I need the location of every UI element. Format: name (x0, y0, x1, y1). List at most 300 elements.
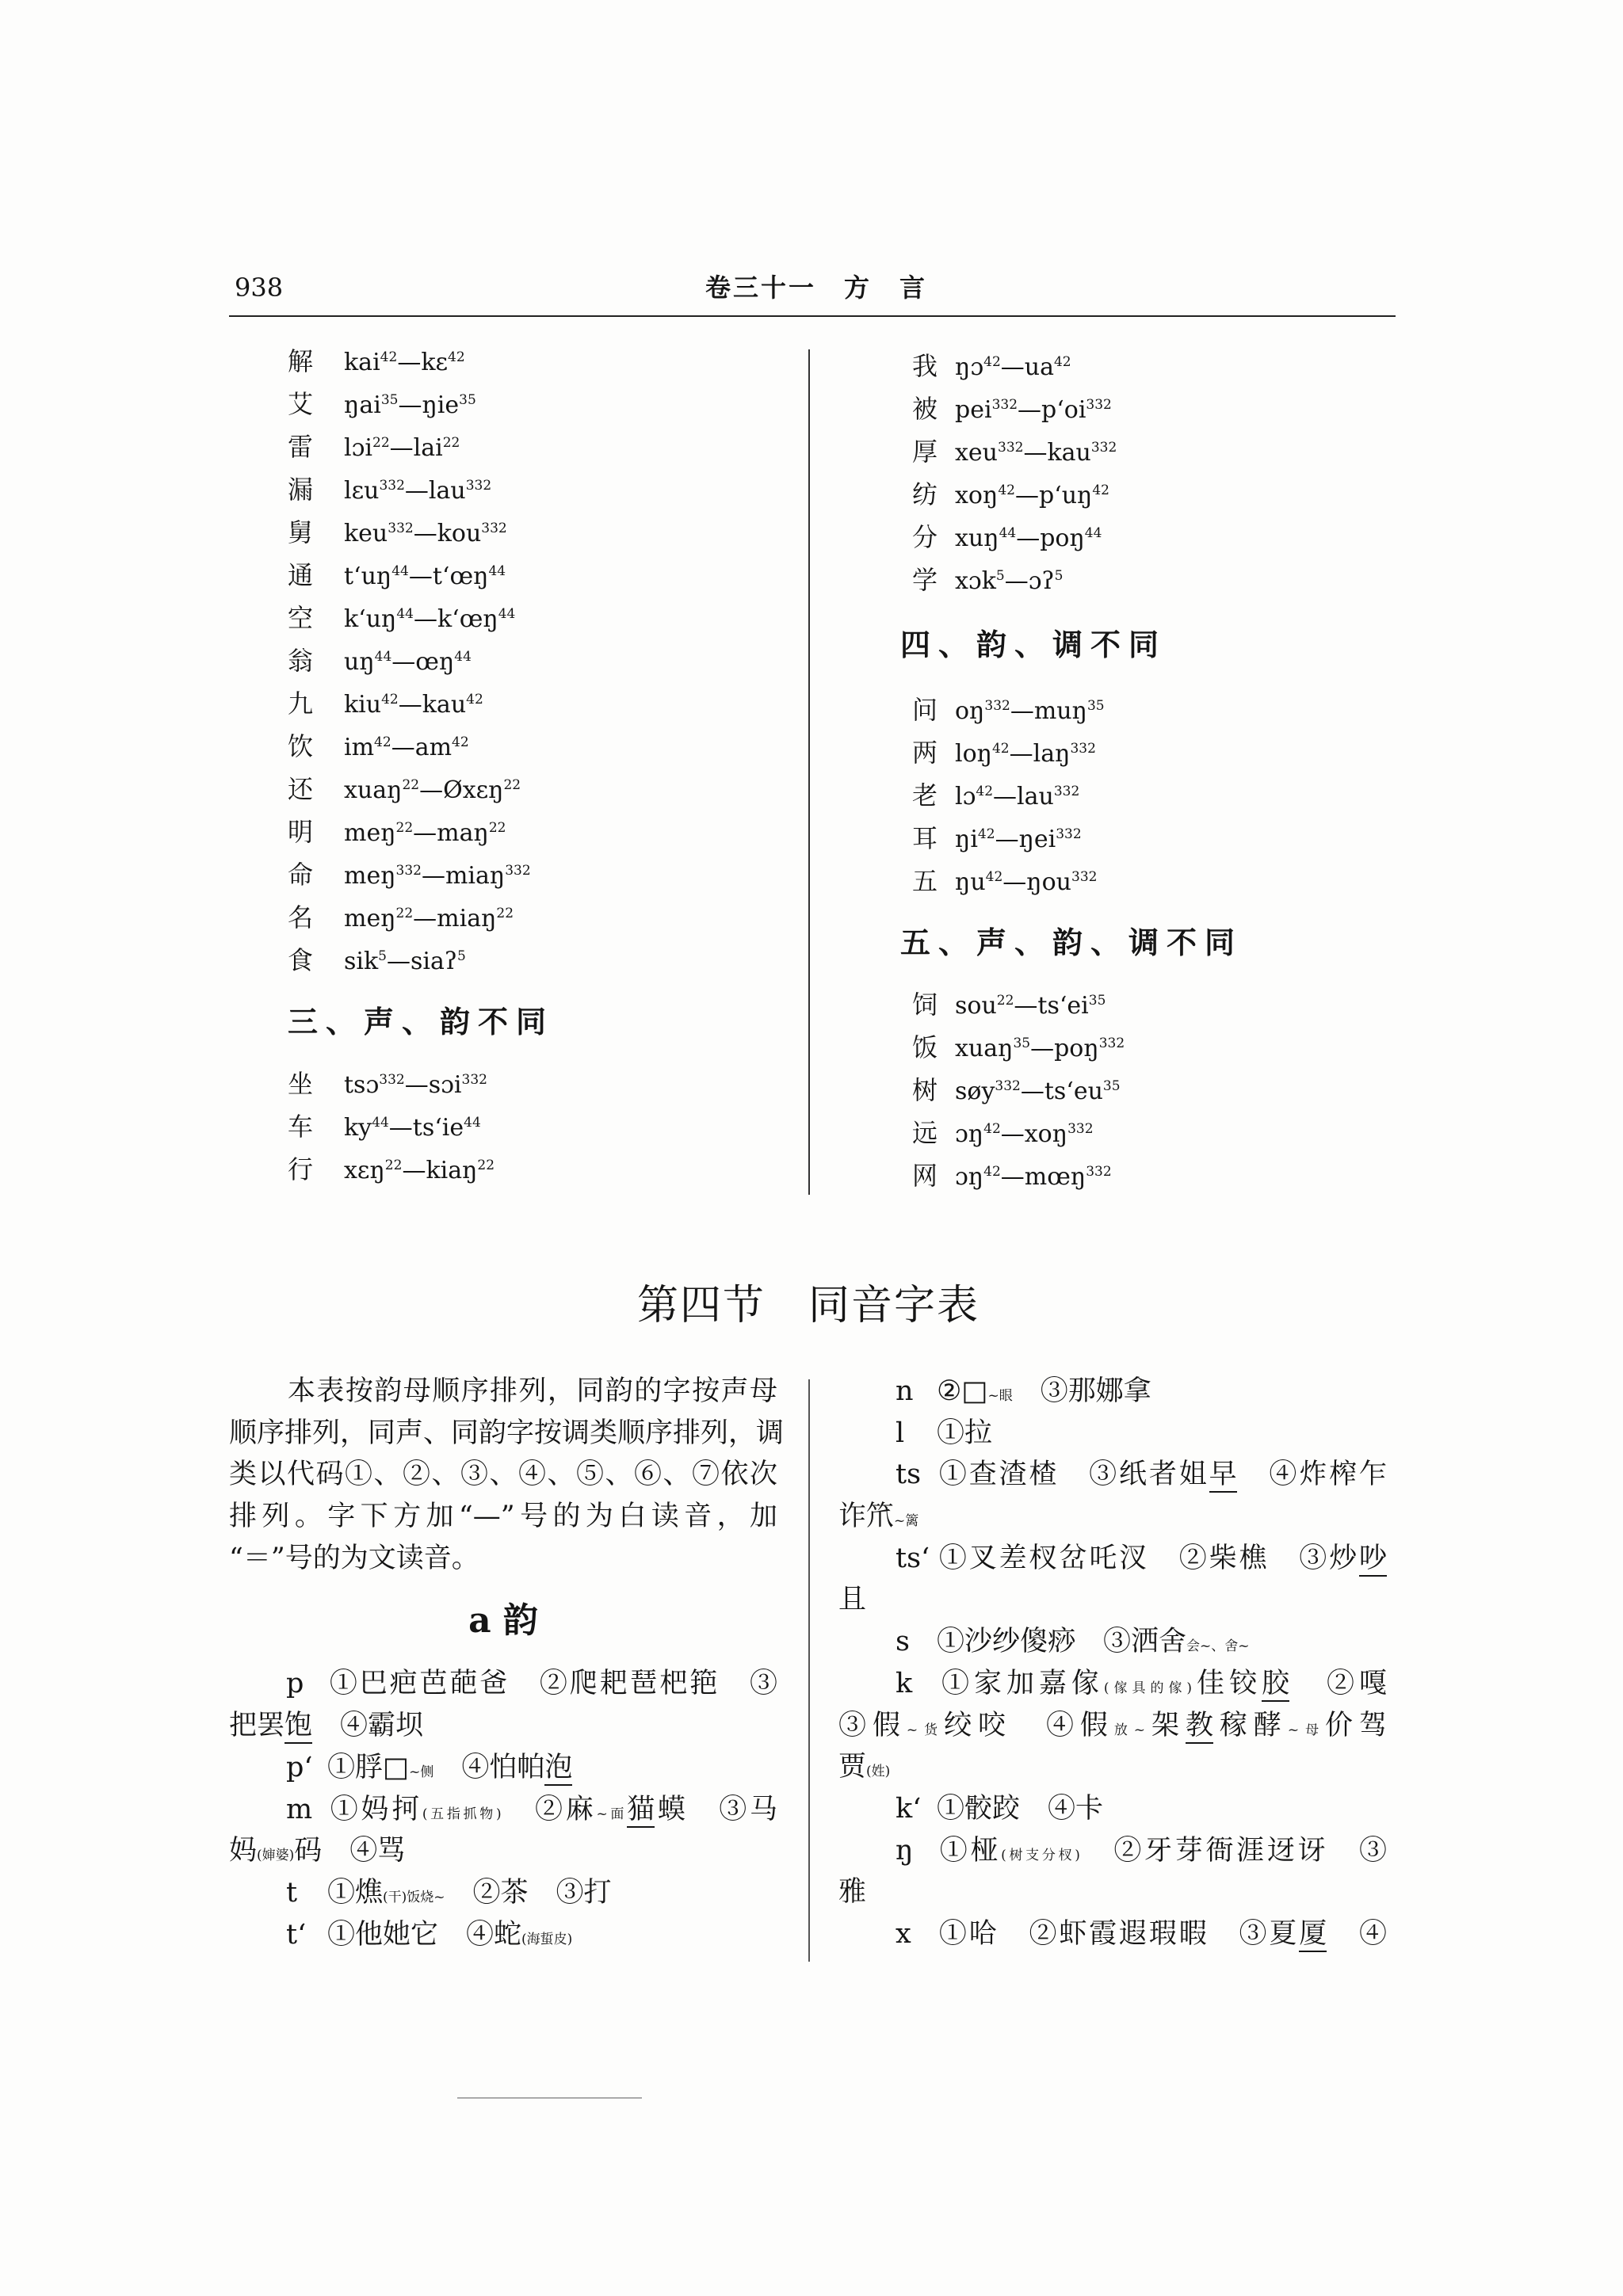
reading-separator: — (391, 734, 415, 761)
reading-a: xuaŋ (344, 776, 403, 804)
reading-a: xoŋ (955, 482, 999, 509)
reading-row (288, 383, 554, 425)
reading-separator: — (1000, 353, 1025, 381)
initial-label: s (896, 1626, 910, 1658)
entry-char: 车 (288, 1112, 314, 1142)
entry-line (838, 1621, 1387, 1663)
reading-a: k‘uŋ (344, 605, 397, 633)
tone-a: 42 (380, 349, 398, 365)
reading-row (288, 1105, 554, 1148)
initial-label: t‘ (286, 1918, 307, 1951)
reading-a: tsɔ (344, 1071, 380, 1099)
entry-text: ④霸坝 (312, 1710, 424, 1742)
reading-row (912, 731, 1243, 774)
entry-text: ①桠 (937, 1834, 1002, 1867)
reading-a: lɔi (344, 434, 372, 462)
colloquial-reading-char: 吵 (1359, 1542, 1387, 1577)
reading-separator: — (397, 349, 422, 376)
reading-b: miaŋ (445, 862, 506, 890)
reading-row (288, 896, 554, 939)
reading-row (288, 1148, 554, 1191)
reading-row (288, 768, 554, 810)
reading-b: ŋou (1026, 868, 1072, 896)
entry-text: ①沙纱傻痧 ③洒舍 (937, 1626, 1187, 1658)
tone-a: 22 (372, 435, 390, 451)
reading-b: lau (428, 477, 466, 505)
reading-separator: — (995, 826, 1019, 853)
tone-b: 44 (1084, 525, 1102, 541)
reading-b: ts‘ei (1037, 992, 1089, 1020)
reading-separator: — (404, 1071, 429, 1099)
reading-b: ɔʔ (1028, 567, 1055, 595)
entry-text: 妈 (229, 1835, 258, 1867)
entry-char: 食 (288, 945, 314, 975)
entry-text: ①拉 (937, 1417, 993, 1449)
tone-a: 42 (374, 734, 391, 750)
homophone-entries (229, 1663, 777, 1955)
reading-a: pei (955, 396, 992, 424)
entry-text: ①脬□ (327, 1751, 410, 1783)
tone-a: 35 (380, 392, 399, 408)
reading-row (912, 1026, 1243, 1069)
gloss-note: (傢具的傢) (1103, 1680, 1193, 1696)
reading-a: meŋ (344, 905, 396, 933)
gloss-note: 放~ (1113, 1722, 1146, 1738)
tone-b: 5 (456, 948, 466, 964)
reading-b: lau (1017, 783, 1054, 810)
reading-pair (955, 482, 1109, 509)
colloquial-reading-char: 泡 (544, 1751, 572, 1786)
reading-pair (955, 1163, 1112, 1191)
reading-b: k‘œŋ (437, 605, 498, 633)
entry-char: 饲 (912, 990, 938, 1020)
reading-separator: — (1018, 396, 1042, 424)
tone-a: 22 (395, 820, 414, 836)
reading-separator: — (1014, 992, 1038, 1020)
tone-b: 332 (1070, 741, 1096, 757)
gloss-note: (姓) (866, 1764, 891, 1780)
entry-line (838, 1663, 1387, 1705)
reading-comparison-right (900, 345, 1243, 1197)
entry-line (838, 1579, 1387, 1621)
reading-list (288, 1062, 554, 1191)
entry-text: ①哈 ②虾霞遐瑕暇 ③夏 (937, 1917, 1300, 1950)
gloss-note: (五指抓物) (422, 1806, 502, 1822)
column-divider (808, 1379, 810, 1962)
tone-b: 22 (442, 435, 460, 451)
initial-label: k (896, 1667, 913, 1699)
entry-text: 诈笊 (838, 1501, 895, 1533)
entry-char: 老 (912, 780, 938, 810)
reading-b: ua (1024, 353, 1054, 381)
tone-b: 332 (1098, 1035, 1125, 1051)
entry-char: 五 (912, 866, 938, 896)
entry-text: ④炸榨乍 (1236, 1459, 1387, 1491)
entry-line (229, 1830, 777, 1872)
entry-line (838, 1538, 1387, 1580)
reading-pair (955, 567, 1063, 595)
entry-char: 艾 (288, 389, 314, 419)
tone-a: 332 (984, 698, 1010, 714)
reading-row (912, 1069, 1243, 1112)
reading-row (912, 688, 1243, 731)
scan-artifact-line (457, 2097, 642, 2099)
tone-b: 42 (452, 734, 469, 750)
entry-char: 耳 (912, 823, 938, 853)
entry-char: 名 (288, 902, 314, 933)
reading-b: kɛ (421, 349, 449, 376)
reading-a: xɔk (955, 567, 996, 595)
entry-text: ②牙芽衙涯迓讶 ③ (1079, 1834, 1387, 1867)
tone-b: 42 (448, 349, 465, 365)
reading-list (288, 340, 554, 982)
entry-char: 明 (288, 817, 314, 847)
reading-row (912, 345, 1243, 387)
intro-paragraph (229, 1371, 785, 1579)
tone-a: 22 (384, 1158, 403, 1173)
reading-a: ŋu (955, 868, 986, 896)
entry-line (229, 1872, 777, 1914)
initial-label: n (896, 1375, 914, 1407)
entry-text: ②茶 ③打 (445, 1876, 612, 1909)
tone-b: 332 (505, 863, 531, 879)
gloss-note: (干)饭烧~ (383, 1889, 445, 1905)
reading-pair (344, 948, 466, 975)
reading-row (912, 817, 1243, 860)
reading-pair (344, 563, 506, 590)
colloquial-reading-char: 胶 (1262, 1667, 1289, 1702)
reading-pair (344, 648, 472, 676)
tone-a: 42 (381, 692, 399, 707)
reading-separator: — (388, 1114, 413, 1142)
initial-label: t (286, 1876, 298, 1909)
entry-text: ②嘎 (1289, 1667, 1387, 1699)
tone-a: 332 (379, 478, 405, 494)
reading-b: ts‘eu (1044, 1077, 1103, 1105)
reading-row (912, 430, 1243, 473)
reading-separator: — (413, 819, 437, 847)
homophone-column-left (229, 1371, 785, 1955)
reading-separator: — (1020, 1077, 1044, 1105)
tone-a: 44 (396, 606, 414, 622)
entry-char: 被 (912, 394, 938, 424)
gloss-note: ~面 (596, 1806, 628, 1822)
entry-text: ②麻 (501, 1793, 597, 1825)
entry-char: 漏 (288, 475, 314, 505)
tone-a: 42 (983, 354, 1001, 370)
tone-a: 22 (395, 906, 414, 921)
tone-a: 5 (995, 568, 1005, 584)
reading-b: maŋ (437, 819, 489, 847)
reading-b: mœŋ (1024, 1163, 1086, 1191)
tone-b: 22 (503, 777, 521, 793)
reading-separator: — (404, 477, 429, 505)
entry-text: ①骹跤 ④卡 (937, 1792, 1104, 1825)
tone-b: 332 (481, 521, 507, 536)
reading-b: Øxɛŋ (443, 776, 504, 804)
colloquial-reading-char: 厦 (1299, 1917, 1327, 1952)
reading-separator: — (993, 783, 1018, 810)
tone-a: 42 (991, 741, 1010, 757)
entry-line (838, 1788, 1387, 1830)
entry-char: 网 (912, 1161, 938, 1191)
reading-pair (955, 353, 1071, 381)
tone-b: 44 (464, 1115, 481, 1131)
entry-text: 绞咬 ④假 (944, 1709, 1114, 1741)
reading-a: lɔ (955, 783, 976, 810)
entry-char: 两 (912, 738, 938, 768)
initial-label: p (286, 1668, 304, 1700)
tone-b: 332 (1086, 397, 1112, 413)
intro-line: “＝”号的为文读音。 (229, 1542, 479, 1574)
entry-text: 码 ④骂 (294, 1835, 406, 1867)
entry-char: 舅 (288, 517, 314, 547)
entry-char: 翁 (288, 646, 314, 676)
reading-a: im (344, 734, 375, 761)
reading-pair (955, 826, 1082, 853)
reading-row (912, 1112, 1243, 1154)
tone-a: 332 (995, 1078, 1021, 1094)
entry-char: 坐 (288, 1069, 314, 1099)
entry-line (838, 1454, 1387, 1496)
reading-row (912, 559, 1243, 601)
reading-b: p‘uŋ (1038, 482, 1093, 509)
reading-a: ɔŋ (955, 1163, 984, 1191)
reading-b: am (414, 734, 453, 761)
tone-a: 332 (379, 1072, 405, 1088)
reading-separator: — (398, 691, 422, 719)
entry-char: 学 (912, 565, 938, 595)
reading-b: laŋ (1033, 740, 1071, 768)
tone-a: 332 (388, 521, 414, 536)
reading-separator: — (1000, 1120, 1025, 1148)
reading-comparison-left (288, 340, 554, 1191)
reading-a: ky (344, 1114, 372, 1142)
tone-b: 22 (496, 906, 514, 921)
reading-row (288, 1062, 554, 1105)
reading-separator: — (1004, 567, 1029, 595)
reading-pair (344, 905, 514, 933)
reading-pair (344, 1157, 495, 1184)
reading-separator: — (391, 648, 416, 676)
tone-b: 35 (1088, 993, 1106, 1009)
gloss-note: (树支分杈) (1001, 1847, 1080, 1863)
intro-line: 顺序排列，同声、同韵字按调类顺序排列，调 (229, 1417, 785, 1449)
tone-a: 332 (991, 397, 1018, 413)
reading-a: søy (955, 1077, 995, 1105)
entry-text: 稼酵 (1213, 1709, 1288, 1741)
entry-text: ①燋 (327, 1876, 384, 1909)
initial-label: k‘ (896, 1792, 922, 1825)
reading-pair (955, 1120, 1094, 1148)
reading-separator: — (414, 605, 437, 633)
entry-char: 空 (288, 603, 314, 633)
tone-b: 44 (488, 563, 506, 579)
reading-pair (344, 734, 469, 761)
initial-label: ŋ (896, 1834, 914, 1867)
tone-b: 332 (1090, 440, 1117, 456)
reading-a: ŋɔ (955, 353, 984, 381)
tone-b: 332 (1053, 784, 1080, 799)
column-divider (808, 349, 810, 1195)
reading-separator: — (1000, 1163, 1025, 1191)
tone-a: 22 (402, 777, 420, 793)
tone-a: 42 (998, 482, 1015, 498)
reading-b: ŋie (422, 391, 460, 419)
reading-b: poŋ (1054, 1035, 1099, 1062)
intro-line: 排列。字下方加“—”号的为白读音，加 (229, 1501, 777, 1533)
tone-a: 42 (976, 784, 994, 799)
homophone-entries (838, 1371, 1387, 1955)
tone-a: 44 (372, 1115, 389, 1131)
entry-text: ②□ (937, 1375, 988, 1407)
reading-a: xuaŋ (955, 1035, 1014, 1062)
gloss-note: ~篱 (894, 1513, 919, 1530)
reading-pair (955, 697, 1105, 725)
reading-separator: — (398, 391, 422, 419)
reading-pair (955, 439, 1117, 467)
tone-b: 22 (488, 820, 506, 836)
entry-line (838, 1413, 1387, 1455)
reading-separator: — (1016, 524, 1041, 552)
tone-a: 5 (378, 948, 387, 964)
reading-a: xeu (955, 439, 998, 467)
reading-row (912, 516, 1243, 559)
tone-a: 42 (985, 869, 1003, 885)
reading-row (288, 340, 554, 383)
reading-row (912, 983, 1243, 1026)
reading-pair (344, 434, 460, 462)
reading-separator: — (413, 520, 437, 547)
reading-separator: — (1014, 482, 1039, 509)
subsection-title: 五、声、韵、调不同 (900, 925, 1243, 960)
entry-text: 蟆 ③马 (655, 1793, 777, 1825)
reading-a: kiu (344, 691, 382, 719)
reading-separator: — (1009, 740, 1033, 768)
reading-pair (344, 520, 507, 547)
section-title: 第四节 同音字表 (636, 1282, 980, 1329)
reading-a: t‘uŋ (344, 563, 392, 590)
tone-a: 332 (395, 863, 422, 879)
tone-b: 332 (1086, 1164, 1112, 1180)
reading-list (912, 345, 1243, 601)
reading-row (912, 1154, 1243, 1197)
reading-row (288, 639, 554, 682)
tone-b: 42 (466, 692, 483, 707)
entry-text: 佳铰 (1192, 1667, 1262, 1699)
reading-separator: — (1030, 1035, 1055, 1062)
subsection-title: 三、声、韵不同 (288, 1004, 555, 1039)
reading-a: xuŋ (955, 524, 999, 552)
reading-b: t‘œŋ (432, 563, 489, 590)
subsection-title: 四、韵、调不同 (900, 627, 1167, 662)
reading-row (288, 511, 554, 554)
tone-b: 35 (1086, 698, 1105, 714)
reading-separator: — (387, 948, 411, 975)
gloss-note: ~货 (906, 1722, 945, 1738)
entry-text: ④ (1327, 1917, 1387, 1950)
reading-separator: — (419, 776, 444, 804)
reading-row (288, 725, 554, 768)
tone-a: 35 (1013, 1035, 1031, 1051)
tone-b: 332 (465, 478, 492, 494)
entry-char: 九 (288, 688, 314, 719)
initial-label: p‘ (286, 1751, 313, 1783)
reading-separator: — (402, 1157, 426, 1184)
reading-b: ŋei (1018, 826, 1056, 853)
reading-pair (344, 391, 476, 419)
entry-text: ①叉差杈岔吒汊 ②柴樵 ③炒 (937, 1542, 1359, 1574)
tone-a: 44 (374, 649, 392, 665)
tone-b: 332 (461, 1072, 487, 1088)
reading-row (912, 860, 1243, 902)
reading-pair (344, 605, 515, 633)
reading-pair (955, 1035, 1125, 1062)
reading-a: loŋ (955, 740, 992, 768)
reading-b: kau (422, 691, 467, 719)
initial-label: l (896, 1417, 905, 1449)
reading-separator: — (1002, 868, 1027, 896)
reading-pair (955, 396, 1112, 424)
reading-a: kai (344, 349, 380, 376)
header-rule (229, 315, 1396, 317)
reading-b: siaʔ (411, 948, 457, 975)
reading-separator: — (1023, 439, 1048, 467)
tone-a: 42 (983, 1164, 1001, 1180)
tone-b: 44 (454, 649, 472, 665)
tone-a: 44 (999, 525, 1017, 541)
reading-pair (344, 349, 465, 376)
entry-char: 问 (912, 695, 938, 725)
reading-b: muŋ (1033, 697, 1087, 725)
entry-text: ③假 (838, 1709, 907, 1741)
tone-a: 332 (998, 440, 1024, 456)
entry-text: 雅 (838, 1876, 867, 1909)
tone-a: 42 (983, 1121, 1001, 1137)
reading-pair (955, 783, 1079, 810)
reading-pair (344, 862, 531, 890)
tone-b: 332 (1067, 1121, 1094, 1137)
reading-b: p‘oi (1041, 396, 1086, 424)
reading-pair (344, 477, 491, 505)
entry-text: ③那娜拿 (1012, 1375, 1151, 1407)
gloss-note: ~母 (1287, 1722, 1326, 1738)
reading-pair (955, 740, 1096, 768)
reading-b: xoŋ (1024, 1120, 1068, 1148)
entry-line (838, 1830, 1387, 1872)
reading-pair (955, 1077, 1121, 1105)
colloquial-reading-char: 早 (1209, 1458, 1237, 1493)
reading-a: keu (344, 520, 388, 547)
reading-row (912, 387, 1243, 430)
reading-b: kiaŋ (426, 1157, 478, 1184)
entry-char: 树 (912, 1075, 938, 1105)
entry-char: 雷 (288, 432, 314, 462)
entry-char: 行 (288, 1154, 314, 1184)
tone-b: 22 (477, 1158, 495, 1173)
reading-b: kau (1047, 439, 1091, 467)
initial-label: ts (896, 1459, 922, 1491)
gloss-note: (婶婆) (257, 1848, 295, 1864)
reading-row (288, 939, 554, 982)
reading-pair (344, 776, 521, 804)
reading-a: xɛŋ (344, 1157, 385, 1184)
reading-a: ŋai (344, 391, 381, 419)
entry-char: 通 (288, 560, 314, 590)
reading-row (288, 682, 554, 725)
reading-b: lai (413, 434, 443, 462)
entry-text: 且 (838, 1584, 867, 1616)
